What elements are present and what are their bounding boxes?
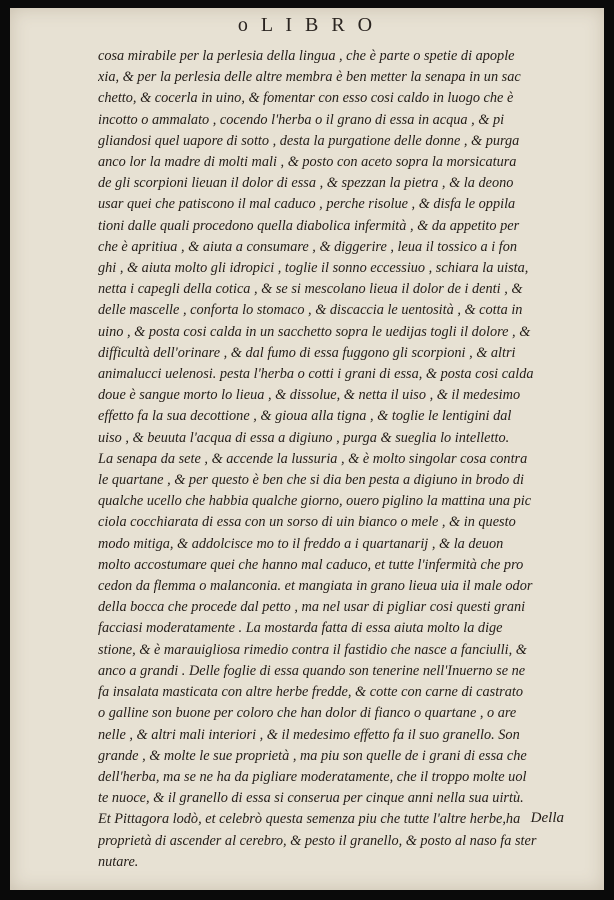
text-line: facciasi moderatamente . La mostarda fatta di essa aiuta molto la dige	[98, 620, 503, 637]
text-line: ghi , & aiuta molto gli idropici , toglie il sonno eccessiuo , schiara la uista,	[98, 260, 529, 277]
text-line: xia, & per la perlesia delle altre membra è ben metter la senapa in un sac	[98, 69, 521, 86]
text-line: grande , & molte le sue proprietà , ma piu son quelle de i grani di essa che	[98, 747, 527, 764]
text-line: gliandosi quel uapore di sotto , desta la purgatione delle donne , & purga	[98, 132, 520, 149]
text-line: usar quei che patiscono il mal caduco , perche risolue , & disfa le oppila	[98, 196, 516, 213]
text-line: effetto fa la sua decottione , & gioua alla tigna , & toglie le lentigini dal	[98, 408, 512, 425]
text-line: stione, & è marauigliosa rimedio contra il fastidio che nasce a fanciulli, &	[98, 641, 527, 658]
text-line: La senapa da sete , & accende la lussuria , & è molto singolar cosa contra	[98, 450, 528, 467]
book-page	[10, 8, 604, 890]
text-line: difficultà dell'orinare , & dal fumo di essa fuggono gli scorpioni , & altri	[98, 344, 516, 361]
text-line: dell'herba, ma se ne ha da pigliare moderatamente, che il troppo molte uol	[98, 768, 527, 785]
text-line: animalucci uelenosi. pesta l'herba o cotti i grani di essa, & posta cosi calda	[98, 366, 534, 383]
text-line: nutare.	[98, 853, 139, 870]
text-line: incotto o ammalato , cocendo l'herba o il grano di essa in acqua , & pi	[98, 111, 505, 128]
text-line: della bocca che procede dal petto , ma nel usar di pigliar cosi questi grani	[98, 599, 526, 616]
text-line: delle mascelle , conforta lo stomaco , & discaccia le uentosità , & cotta in	[98, 302, 523, 319]
text-line: ciola cocchiarata di essa con un sorso di uin bianco o mele , & in questo	[98, 514, 516, 531]
text-line: anco a grandi . Delle foglie di essa quando son tenerine nell'Inuerno se ne	[98, 662, 526, 679]
text-line: cedon da flemma o malanconia. et mangiata in grano lieua uia il male odor	[98, 578, 533, 595]
text-line: o galline son buone per coloro che han dolor di fianco o quartane , o are	[98, 705, 517, 722]
text-line: qualche ucello che habbia qualche giorno, ouero piglino la mattina una pic	[98, 493, 532, 510]
text-line: nelle , & altri mali interiori , & il medesimo effetto fa il suo granello. Son	[98, 726, 520, 743]
text-line: che è apritiua , & aiuta a consumare , & diggerire , leua il tossico a i fon	[98, 238, 518, 255]
text-line: uino , & posta cosi calda in un sacchetto sopra le uedijas togli il dolore , &	[98, 323, 531, 340]
text-line: doue è sangue morto lo lieua , & dissolue, & netta il uiso , & il medesimo	[98, 387, 521, 404]
text-line: de gli scorpioni lieuan il dolor di essa , & spezzan la pietra , & la deono	[98, 175, 514, 192]
text-line: netta i capegli della cotica , & se si mescolano lieua il dolor de i denti , &	[98, 281, 523, 298]
text-line: uiso , & beuuta l'acqua di essa a digiuno , purga & sueglia lo intelletto.	[98, 429, 510, 446]
text-line: te nuoce, & il granello di essa si conserua per cinque anni nella sua uirtù.	[98, 790, 524, 807]
text-line: chetto, & cocerla in uino, & fomentar con esso cosi caldo in luogo che è	[98, 90, 514, 107]
text-line: molto accostumare quei che hanno mal caduco, et tutte l'infermità che pro	[98, 556, 524, 573]
text-line: fa insalata masticata con altre herbe fredde, & cotte con carne di castrato	[98, 684, 523, 701]
catchword: Della	[530, 810, 564, 826]
text-line: cosa mirabile per la perlesia della lingua , che è parte o spetie di apople	[98, 48, 515, 64]
text-line: tioni dalle quali procedono quella diabolica infermità , & da appetito per	[98, 217, 520, 234]
text-line: modo mitiga, & addolcisce mo to il freddo a i quartanarij , & la deuon	[98, 535, 504, 552]
text-line: anco lor la madre di molti mali , & posto con aceto sopra la morsicatura	[98, 154, 517, 171]
text-line: Et Pittagora lodò, et celebrò questa semenza piu che tutte l'altre herbe,ha	[98, 811, 521, 828]
text-line: le quartane , & per questo è ben che si dia ben pesta a digiuno in brodo di	[98, 472, 524, 489]
running-header: o L I B R O	[237, 14, 377, 36]
body-text	[98, 46, 588, 873]
text-line: proprietà di ascender al cerebro, & pesto il granello, & posto al naso fa ster	[98, 832, 537, 849]
